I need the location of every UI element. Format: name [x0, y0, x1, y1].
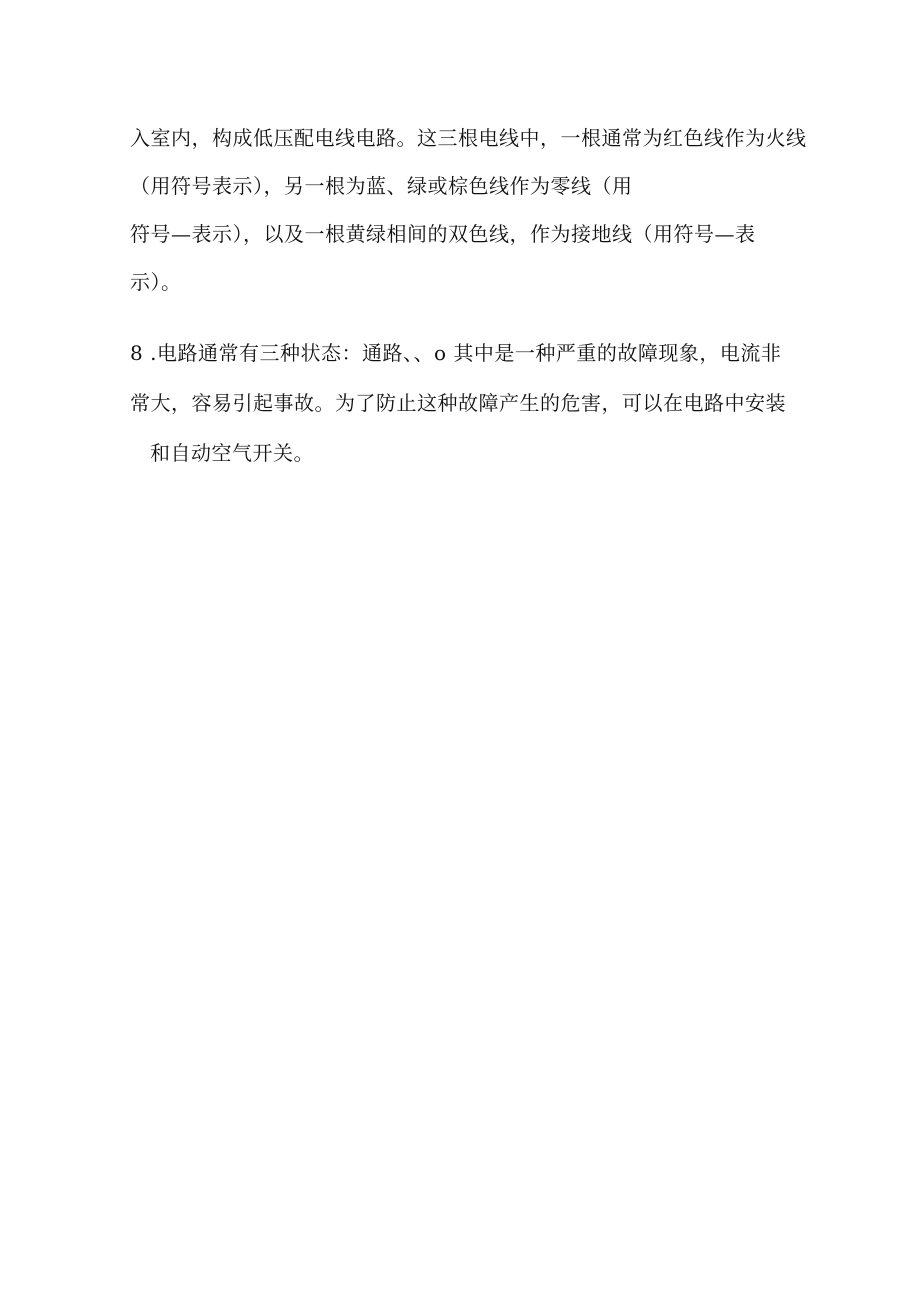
paragraph-line: 符号—表示），以及一根黄绿相间的双色线，作为接地线（用符号—表 [130, 222, 756, 246]
paragraph-line: 入室内，构成低压配电线电路。这三根电线中，一根通常为红色线作为火线 [130, 126, 807, 150]
question-8-line: 8 .电路通常有三种状态：通路、、o 其中是一种严重的故障现象，电流非 [130, 341, 782, 365]
question-8-line: 常大，容易引起事故。为了防止这种故障产生的危害，可以在电路中安装 [130, 391, 786, 415]
question-8-line: 和自动空气开关。 [150, 441, 314, 465]
paragraph-line: （用符号表示），另一根为蓝、绿或棕色线作为零线（用 [130, 174, 633, 198]
paragraph-line: 示）。 [130, 270, 182, 294]
